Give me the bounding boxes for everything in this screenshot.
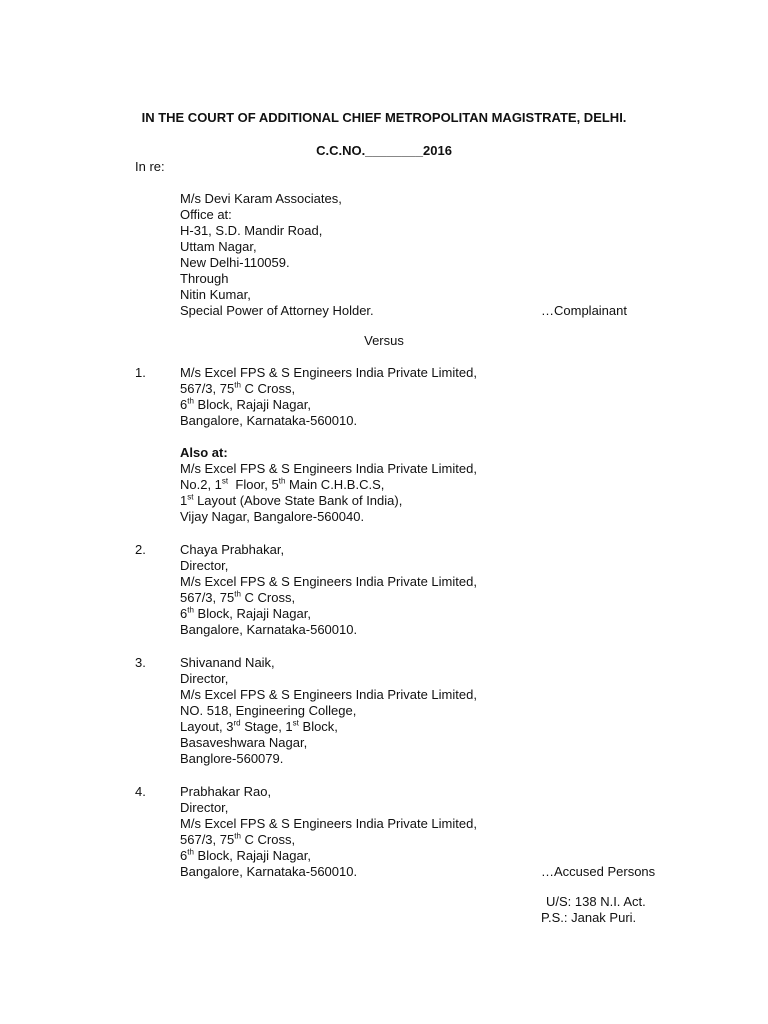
accused-name: Chaya Prabhakar, — [180, 542, 285, 557]
address-line: 567/3, 75th C Cross, — [180, 589, 296, 605]
complainant-line: New Delhi-110059. — [180, 255, 290, 270]
court-title: IN THE COURT OF ADDITIONAL CHIEF METROPOLITAN MAGISTRATE, DELHI. — [141, 110, 627, 125]
address-line: M/s Excel FPS & S Engineers India Private Limited, — [180, 687, 477, 702]
complainant-line: M/s Devi Karam Associates, — [180, 191, 342, 206]
address-line: Layout, 3rd Stage, 1st Block, — [180, 718, 338, 734]
complainant-line: Uttam Nagar, — [180, 239, 257, 254]
accused-role: …Accused Persons — [541, 864, 656, 879]
accused-number: 2. — [135, 542, 146, 557]
versus-label: Versus — [364, 333, 404, 348]
address-line: Vijay Nagar, Bangalore-560040. — [180, 509, 365, 524]
designation: Director, — [180, 671, 229, 686]
section-reference: U/S: 138 N.I. Act. — [546, 894, 646, 909]
address-line: 6th Block, Rajaji Nagar, — [180, 605, 311, 621]
address-line: 567/3, 75th C Cross, — [180, 831, 296, 847]
address-line: 6th Block, Rajaji Nagar, — [180, 396, 311, 412]
address-line: NO. 518, Engineering College, — [180, 703, 357, 718]
case-number: C.C.NO.________2016 — [316, 143, 452, 158]
designation: Director, — [180, 558, 229, 573]
address-line: No.2, 1st Floor, 5th Main C.H.B.C.S, — [180, 476, 385, 492]
address-line: 567/3, 75th C Cross, — [180, 380, 296, 396]
address-line: M/s Excel FPS & S Engineers India Private Limited, — [180, 461, 477, 476]
accused-number: 1. — [135, 365, 146, 380]
complainant-line: Through — [180, 271, 229, 286]
designation: Director, — [180, 800, 229, 815]
address-line: Bangalore, Karnataka-560010. — [180, 622, 358, 637]
complainant-line: Office at: — [180, 207, 232, 222]
address-line: Bangalore, Karnataka-560010. — [180, 413, 358, 428]
complainant-line: Special Power of Attorney Holder. — [180, 303, 374, 318]
address-line: 6th Block, Rajaji Nagar, — [180, 847, 311, 863]
also-at-label: Also at: — [180, 445, 228, 460]
address-line: Bangalore, Karnataka-560010. — [180, 864, 358, 879]
complainant-line: H-31, S.D. Mandir Road, — [180, 223, 323, 238]
address-line: M/s Excel FPS & S Engineers India Private Limited, — [180, 574, 477, 589]
police-station: P.S.: Janak Puri. — [541, 910, 637, 925]
accused-number: 4. — [135, 784, 146, 799]
address-line: Basaveshwara Nagar, — [180, 735, 308, 750]
accused-name: Shivanand Naik, — [180, 655, 275, 670]
address-line: M/s Excel FPS & S Engineers India Private Limited, — [180, 816, 477, 831]
address-line: M/s Excel FPS & S Engineers India Private Limited, — [180, 365, 477, 380]
address-line: Banglore-560079. — [180, 751, 284, 766]
address-line: 1st Layout (Above State Bank of India), — [180, 492, 403, 508]
accused-name: Prabhakar Rao, — [180, 784, 272, 799]
complainant-line: Nitin Kumar, — [180, 287, 251, 302]
in-re-label: In re: — [135, 159, 165, 174]
complainant-role: …Complainant — [541, 303, 627, 318]
accused-number: 3. — [135, 655, 146, 670]
